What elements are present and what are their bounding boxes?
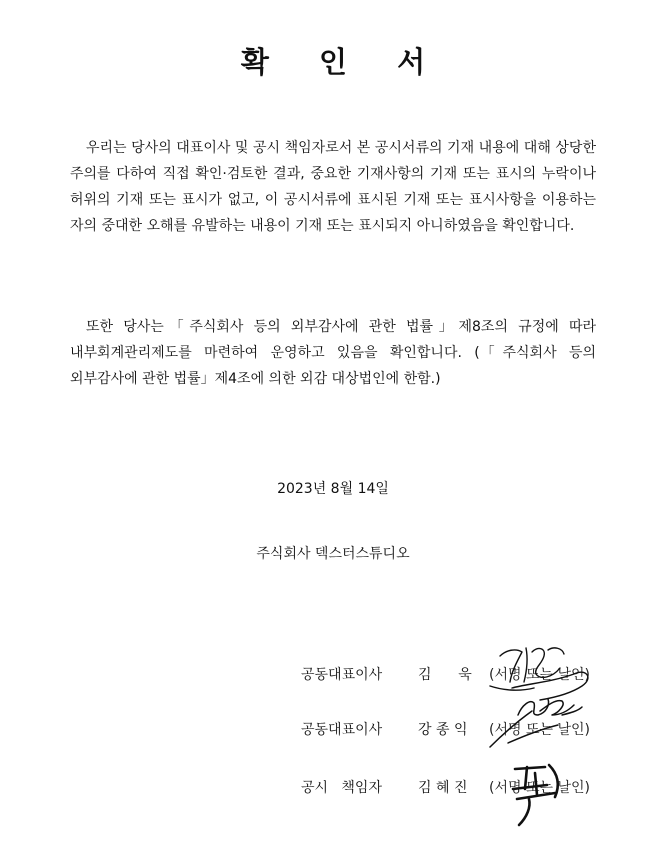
confirmation-paragraph: 우리는 당사의 대표이사 및 공시 책임자로서 본 공시서류의 기재 내용에 대해 상당한 주의를 다하여 직접 확인·검토한 결과, 중요한 기재사항의 기재 또는 표시의 누락이나 허위의 기재 또는 표시가 없고, 이 공시서류에 표시된 기재 또는 표시사항을 이용하는 자의 중대한 오해를 유발하는 내용이 기재 또는 표시되지 아니하였음을 확인합니다. bbox=[70, 140, 596, 234]
document-title: 확 인 서 bbox=[240, 45, 446, 79]
signatory-name: 강 종 익 bbox=[418, 722, 468, 738]
signatory-role: 공시 책임자 bbox=[301, 780, 382, 796]
signatory-name: 김 욱 bbox=[418, 667, 472, 683]
signatory-row bbox=[0, 717, 666, 743]
internal-control-paragraph: 또한 당사는「주식회사 등의 외부감사에 관한 법률」제8조의 규정에 따라 내부회계관리제도를 마련하여 운영하고 있음을 확인합니다. (「주식회사 등의 외부감사에 관한 법률」제4조에 의한 외감 대상법인에 한함.) bbox=[70, 319, 596, 387]
signatory-name: 김 혜 진 bbox=[418, 780, 468, 796]
signatory-row bbox=[0, 775, 666, 801]
signatory-role: 공동대표이사 bbox=[301, 667, 383, 683]
signature-note: (서명 또는 날인) bbox=[489, 667, 590, 683]
signatory-role: 공동대표이사 bbox=[301, 722, 383, 738]
signatory-row bbox=[0, 662, 666, 688]
document-date: 2023년 8월 14일 bbox=[277, 481, 389, 497]
signature-note: (서명 또는 날인) bbox=[489, 722, 590, 738]
signature-note: (서명 또는 날인) bbox=[489, 780, 590, 796]
company-name: 주식회사 덱스터스튜디오 bbox=[256, 546, 410, 562]
